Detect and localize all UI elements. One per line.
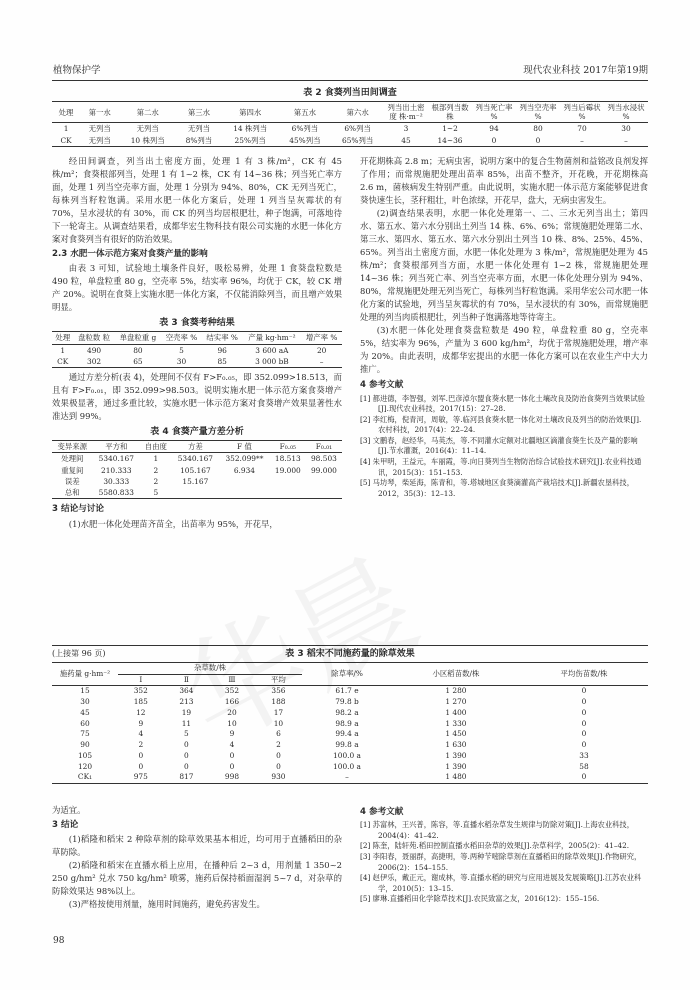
rice-table-row-cell: 1 630 (445, 740, 467, 750)
rice-table-row-cell: 1 400 (445, 707, 467, 717)
rice-table-row-cell: 61.7 e (335, 686, 359, 696)
rice-table-row-cell: 98.2 a (335, 707, 359, 717)
rice-table-body (52, 686, 648, 784)
rice-table-row-cell: 4 (229, 740, 235, 750)
table2-row-cell: – (560, 135, 604, 147)
table4 (52, 440, 342, 499)
reference-list (360, 820, 648, 905)
reference-item: [4] 赵伊乐，戴正元，谢成林，等.直播水稻的研究与应用进展及发展策略[J].江苏农业科学，2010(5)：13–15. (360, 873, 642, 893)
rice-table-row-cell: 0 (138, 761, 144, 771)
table2-header: 根部列当数 株 (428, 101, 472, 123)
table2-header: 第六水 (331, 101, 384, 123)
table4-row-cell: 6.934 (233, 465, 255, 475)
table4-row-cell: 2 (153, 465, 159, 475)
rice-table-row-cell: 58 (579, 761, 589, 771)
table4-row (52, 453, 342, 465)
table3-row-cell: CK (52, 356, 74, 368)
table4-row (52, 476, 342, 487)
table4-row-cell: 210.333 (101, 465, 132, 475)
rice-table-row (52, 708, 648, 719)
table2-header: 第五水 (279, 101, 332, 123)
reference-item: [5] 马坊琴，柴延海，陈青和，等.塔城地区食葵滴灌高产栽培技术[J].新疆农垦科技，2012，35(3)：12–13. (360, 478, 635, 498)
table3-row-cell: 85 (202, 356, 243, 368)
reference-item: [3] 文鹏春，赵经华，马英杰，等.不同灌水定额对北疆地区滴灌食葵生长及产量的影响[J].节水灌溉，2016(4)：11–14. (360, 435, 638, 456)
rice-table-row-cell: 11 (181, 718, 192, 728)
rice-table-header-row (52, 662, 648, 674)
rice-table-row-cell: 120 (77, 761, 93, 771)
table2-row-cell: 25%列当 (222, 135, 279, 147)
table3-header: 空壳率 % (161, 332, 202, 344)
rice-table-row-cell: CK₁ (52, 772, 118, 783)
paragraph: (3)严格按使用剂量，施用时间施药，避免药害发生。 (68, 899, 265, 910)
table2-header: 第四水 (222, 101, 279, 123)
rice-table-row-cell: 356 (271, 686, 286, 696)
table2-row-cell: 8%列当 (176, 135, 222, 147)
table2-row-cell: 无列当 (80, 135, 119, 147)
bottom-left-column (52, 804, 342, 911)
rice-table-row-cell: 2 (276, 740, 281, 750)
table3-row-cell: 80 (133, 345, 143, 355)
table2-row-cell: 80 (533, 124, 543, 134)
right-column-top (360, 155, 648, 499)
rice-table-row-cell: 17 (273, 707, 284, 717)
rice-table-row-cell: 9 (229, 729, 235, 739)
rice-table-row-cell: 10 (227, 718, 237, 728)
paragraph: (2)稻隆和稻宋在直播水稻上应用，在播种后 2~3 d，用剂量 1 350~2 250 g/hm² 兑水 750 kg/hm² 喷雾，施药后保持稻面湿润 5~7 d，对杂草的防除效果达 98%以上。 (52, 860, 342, 897)
rice-table-row-cell: 60 (80, 718, 90, 728)
table3-header: 处理 (52, 332, 74, 344)
section-heading: 4 参考文献 (360, 380, 404, 391)
rice-table-row-cell: 998 (209, 772, 255, 783)
table2-header: 第二水 (119, 101, 176, 123)
rice-table-caption: 表 3 稻宋不同施药量的除草效果 (285, 649, 415, 659)
table2-row-cell: 14 株列当 (233, 124, 268, 134)
table2-body (52, 123, 648, 147)
reference-item: [2] 陈奎，陆轩苑.稻田控制直播水稻田杂草的效果[J].杂草科学，2005(2)：41–42. (360, 841, 630, 851)
table2-row-cell: 45 (384, 135, 428, 147)
table4-row-cell: 18.513 (274, 454, 301, 464)
table3-body (52, 344, 342, 368)
table2-header: 列当后霉状 % (560, 101, 604, 123)
reference-item: [5] 廖琳.直播稻田化学除草技术[J].农民致富之友，2016(12)：155–156. (360, 894, 600, 904)
table3-row-cell: 20 (316, 345, 327, 355)
rice-table-row-cell: 100.0 a (333, 761, 361, 771)
table4-row-cell (270, 476, 306, 487)
rice-table-subheader: Ⅱ (164, 674, 210, 686)
paragraph: (2)调查结果表明，水肥一体化处理第一、二、三水无列当出土；第四水、第五水、第六水分别出土列当 14 株、6%、6%；常规施肥处理第二水、第三水、第四水、第五水、第六水分别出土列当 10 株、8%、25%、45%、65%。列当出土密度方面，水肥一体化处理为 3 株/m²，常规施肥处理为 45 株/m²；食葵根部列当方面，水肥一体化处理有 1~2 株，常规施肥处理 14~36 株；列当死亡率、列当空壳率方面，水肥一体化处理分别为 94%、80%，常规施肥处理无列当死亡，每株列当籽粒饱满。采用华宏公司水肥一体化方案的试验地，列当呈灰霉状的有 70%，呈水浸状的有 30%，而常规施肥处理的列当肉质根肥壮，列当种子饱满落地等待寄主。 (360, 208, 648, 323)
left-column-top (52, 155, 342, 531)
table2-row (52, 123, 648, 135)
table3-caption: 表 3 食葵考种结果 (159, 318, 235, 329)
header-rule (52, 80, 648, 81)
table4-body (52, 453, 342, 499)
table4-row-cell: 5 (140, 487, 172, 499)
table2-header-row (52, 101, 648, 123)
rice-table-row-cell: 0 (229, 750, 235, 760)
table2-row-cell: 94 (489, 124, 499, 134)
table3-row-cell: 30 (161, 356, 202, 368)
rice-table-row-cell: 0 (229, 761, 235, 771)
table2-header: 列当出土密度 株·m⁻² (384, 101, 428, 123)
table3-row-cell: 65 (115, 356, 162, 368)
rice-table-row-cell: 19 (181, 707, 192, 717)
section-heading: 3 结论与讨论 (52, 504, 104, 515)
table2-row-cell: 0 (472, 135, 516, 147)
table3-row-cell: 5 (179, 345, 184, 355)
rice-table-row-cell: 213 (179, 697, 194, 707)
table3-header: 盘粒数 粒 (74, 332, 115, 344)
rice-table-row-cell: 30 (80, 697, 90, 707)
bottom-right-column (360, 804, 648, 905)
table4-header: 自由度 (140, 441, 172, 453)
article-divider (52, 645, 648, 646)
rice-table-row (52, 719, 648, 730)
table2-row-cell: 无列当 (136, 124, 159, 134)
rice-table-row-cell: 0 (184, 740, 189, 750)
paragraph: (1)稻隆和稻宋 2 种除草剂的除草效果基本相近，均可用于直播稻田的杂草防除。 (52, 834, 342, 858)
rice-table-row-cell: 185 (133, 697, 148, 707)
rice-table-row-cell: 1 480 (392, 772, 520, 783)
rice-table-header: 杂草数/株 (118, 662, 302, 674)
rice-table-row-cell: 45 (80, 707, 90, 717)
rice-table-row-cell: 364 (179, 686, 194, 696)
table4-row-cell: 19.000 (274, 465, 301, 475)
table3-row (52, 356, 342, 368)
table3-header: 产量 kg·hm⁻² (243, 332, 302, 344)
rice-table-row-cell: 99.8 a (335, 740, 359, 750)
table2-row-cell: 无列当 (88, 124, 111, 134)
reference-list (360, 394, 648, 500)
table2-row-cell: 65%列当 (331, 135, 384, 147)
reference-item: [1] 苏富林，王兴普，陈容，等.直播水稻杂草发生规律与防除对策[J].上海农业科技，2004(4)：41–42. (360, 820, 635, 840)
table3-header-row (52, 332, 342, 344)
table2-row-cell: 6%列当 (291, 124, 319, 134)
rice-table-row-cell: 0 (581, 697, 587, 707)
table2-header: 列当空壳率 % (516, 101, 560, 123)
rice-table-row-cell: 10 (273, 718, 284, 728)
paragraph: 通过方差分析(表 4)，处理间不仅有 F>F₀.₀₅，即 352.099>18.513，而且有 F>F₀.₀₁，即 352.099>98.503。说明实施水肥一体示范方案食葵增产效果极显著，通过多重比较，实施水肥一体示范方案对食葵增产效果显著性水准达到 99%。 (52, 372, 342, 422)
rice-table-row-cell: 4 (138, 729, 144, 739)
rice-table-row-cell: 75 (80, 729, 90, 739)
table2-row (52, 135, 648, 147)
paragraph: (3)水肥一体化处理食葵盘粒数是 490 粒，单盘粒重 80 g，空壳率 5%，结实率为 96%，产量为 3 600 kg/hm²，均优于常规施肥处理，增产率为 20%。由此表明，成都华宏提出的水肥一体化方案可以在农业生产中大力推广。 (360, 325, 648, 375)
table4-header: F 值 (219, 441, 270, 453)
rice-table-row-cell: 33 (579, 750, 589, 760)
table4-row-cell (219, 476, 270, 487)
paragraph: (1)水肥一体化处理苗齐苗全，出苗率为 95%，开花早， (68, 518, 278, 529)
rice-table-row-cell: 352 (224, 686, 240, 696)
table2-row-cell: CK (52, 135, 80, 147)
rice-table-row-cell: 0 (581, 729, 587, 739)
rice-table-row (52, 729, 648, 740)
table4-row-cell: 总和 (52, 487, 93, 499)
section-heading: 2.3 水肥一体示范方案对食葵产量的影响 (52, 249, 208, 260)
table4-row-cell (172, 487, 219, 499)
rice-table-row-cell: 817 (164, 772, 210, 783)
table3-row-cell: 3 600 aA (255, 345, 289, 355)
table2 (52, 101, 648, 147)
table4-row-cell: 105.167 (180, 465, 211, 475)
table2-header: 第一水 (80, 101, 119, 123)
running-header-left: 植物保护学 (53, 65, 101, 76)
table4-row-cell: 352.099** (225, 454, 264, 464)
rice-table-row-cell: 0 (184, 750, 189, 760)
rice-table-row-cell: 0 (276, 761, 281, 771)
table4-row-cell: 98.503 (310, 454, 337, 464)
table2-header: 列当水浸状 % (604, 101, 648, 123)
rice-table-row-cell: 352 (133, 686, 148, 696)
rice-table-row-cell: 0 (184, 761, 189, 771)
table2-row-cell: 6%列当 (344, 124, 371, 134)
table4-header: 变异来源 (52, 441, 93, 453)
table2-row-cell: 14~36 (428, 135, 472, 147)
running-header-right: 现代农业科技 2017年第19期 (523, 65, 648, 76)
rice-table-row-cell: 1 280 (445, 686, 467, 696)
rice-table-row (52, 686, 648, 697)
rice-table-row-cell: 6 (276, 729, 281, 739)
table4-caption: 表 4 食葵产量方差分析 (150, 427, 244, 438)
table2-block (52, 87, 648, 147)
rice-table-row-cell: – (302, 772, 392, 783)
table2-row-cell: 1 (63, 124, 69, 134)
rice-table-row-cell: 0 (581, 718, 587, 728)
rice-table-header: 除草率/% (302, 662, 392, 685)
rice-table-row-cell: 1 390 (445, 761, 467, 771)
rice-table-row-cell: 20 (227, 707, 237, 717)
rice-table-block (52, 648, 648, 784)
rice-table-row-cell: 12 (136, 707, 146, 717)
rice-table-row (52, 740, 648, 751)
reference-item: [1] 都进德，李智强，刘军.巴彦淖尔盟食葵水肥一体化土壤改良及防治食葵列当效果试验[J].现代农业科技，2017(15)：27–28. (360, 393, 645, 414)
table3-row-cell: – (301, 356, 342, 368)
table4-row (52, 465, 342, 476)
reference-item: [2] 李红梅，倪青河，周敏，等.临河县食葵水肥一体化对土壤改良及列当的防治效果[J].农村科技，2017(4)：22–24. (360, 414, 642, 435)
rice-table-row-cell: 975 (118, 772, 164, 783)
table2-row-cell: 无列当 (187, 124, 211, 134)
rice-table-row (52, 697, 648, 708)
rice-table-row-cell: 188 (271, 697, 286, 707)
table4-row (52, 487, 342, 499)
table3-row-cell: 96 (217, 345, 227, 355)
section-heading: 4 参考文献 (360, 807, 404, 817)
rice-table-row-cell: 99.4 a (335, 729, 359, 739)
table4-row-cell: 处理间 (61, 454, 84, 464)
table3 (52, 331, 342, 368)
rice-table-row-cell: 2 (138, 740, 144, 750)
rice-table-row-cell: 0 (276, 750, 281, 760)
rice-table-row-cell: 166 (224, 697, 240, 707)
table4-row-cell: 5340.167 (98, 454, 134, 464)
table3-header: 单盘粒重 g (115, 332, 162, 344)
table4-row-cell: 2 (153, 476, 159, 486)
paragraph: 由表 3 可知，试验地土壤条件良好，吸松易辨，处理 1 食葵盘粒数是 490 粒，单盘粒重 80 g，空壳率 5%，结实率 96%，均优于 CK，较 CK 增产 20%。说明在食葵上实施水肥一体化方案，不仅能消除列当，而且增产效果明显。 (52, 263, 342, 313)
table2-header: 列当死亡率 % (472, 101, 516, 123)
rice-table-row-cell: 105 (77, 750, 93, 760)
rice-table-row-cell: 9 (138, 718, 144, 728)
rice-table-subheader: Ⅲ (209, 674, 255, 686)
table2-row-cell: 0 (516, 135, 560, 147)
table4-row-cell: 1 (153, 454, 159, 464)
table4-row-cell (219, 487, 270, 499)
rice-table-row-cell: 1 270 (445, 697, 467, 707)
page-number: 98 (53, 936, 65, 946)
table2-row-cell: 30 (621, 124, 631, 134)
table2-row-cell: – (604, 135, 648, 147)
table2-row-cell: 3 (403, 124, 409, 134)
rice-table-row-cell: 79.8 b (335, 697, 359, 707)
table4-header-row (52, 441, 342, 453)
rice-table-row-cell: 100.0 a (333, 750, 361, 760)
rice-table-row-cell: 0 (581, 707, 587, 717)
rice-table-row-cell: 5 (184, 729, 189, 739)
rice-table-subheader: Ⅰ (118, 674, 164, 686)
table4-row-cell: 重复间 (61, 465, 84, 475)
table3-header: 结实率 % (202, 332, 243, 344)
section-heading: 3 结论 (52, 820, 79, 831)
table3-row-cell: 3 000 bB (243, 356, 302, 368)
table3-header: 增产率 % (301, 332, 342, 344)
reference-item: [3] 李阳春，聂丽群，高捷明，等.两种苄嘧除草剂在直播稻田的除草效果[J].作物研究，2006(2)：154–155. (360, 852, 642, 872)
rice-table-row (52, 762, 648, 773)
table2-caption: 表 2 食葵列当田间调查 (303, 88, 397, 98)
rice-table-row-cell: 15 (80, 686, 90, 696)
table3-row-cell: 490 (87, 345, 102, 355)
table2-row-cell: 1~2 (442, 124, 458, 134)
table4-header: 平方和 (93, 441, 140, 453)
table4-header: 方差 (172, 441, 219, 453)
table3-row-cell: 302 (74, 356, 115, 368)
rice-table-row (52, 772, 648, 783)
rice-table-row-cell: 0 (138, 750, 144, 760)
table4-row-cell: 15.167 (182, 476, 209, 486)
rice-table-header: 平均伤苗数/株 (520, 662, 648, 685)
table4-row-cell: 5580.833 (93, 487, 140, 499)
rice-table-header: 施药量 g·hm⁻² (52, 662, 118, 685)
continued-label: (上接第 96 页) (52, 649, 106, 658)
rice-table-row-cell: 0 (520, 772, 648, 783)
rice-table-subheader: 平均 (255, 674, 302, 686)
rice-table-row-cell: 0 (581, 740, 587, 750)
table3-row-cell: 1 (60, 345, 66, 355)
table4-header: F₀.₀₁ (306, 441, 342, 453)
rice-table-row-cell: 1 450 (445, 729, 467, 739)
table4-row-cell: 30.333 (103, 476, 130, 486)
rice-table-row-cell: 1 390 (445, 750, 467, 760)
table4-row-cell: 99.000 (310, 465, 337, 475)
table2-header: 第三水 (176, 101, 222, 123)
table2-header: 处理 (52, 101, 80, 123)
table4-row-cell (306, 476, 342, 487)
rice-table-row-cell: 90 (80, 740, 90, 750)
paragraph: 为适宜。 (52, 805, 86, 815)
table3-row (52, 344, 342, 356)
table4-row-cell (270, 487, 306, 499)
rice-table-row-cell: 930 (255, 772, 302, 783)
rice-table-header: 小区稻苗数/株 (392, 662, 520, 685)
rice-table-row-cell: 1 330 (445, 718, 467, 728)
table4-row-cell: 误差 (64, 476, 80, 486)
table4-row-cell (306, 487, 342, 499)
table2-row-cell: 10 株列当 (119, 135, 176, 147)
table2-row-cell: 45%列当 (279, 135, 332, 147)
paragraph: 经田间调查，列当出土密度方面，处理 1 有 3 株/m²，CK 有 45 株/m²；食葵根部列当，处理 1 有 1~2 株，CK 有 14~36 株；列当死亡率方面，处理 1 列当空壳率方面，处理 1 分别为 94%、80%，CK 无列当死亡，每株列当籽粒饱满。采用水肥一体化方案后，处理 1 列当呈灰霉状的有 70%，呈水浸状的有 30%，而 CK 的列当均居根肥壮，种子饱满，可落地待下一轮寄主。从调查结果看，成都华宏生物科技有限公司实施的水肥一体化方案对食葵列当有很好的防治效果。 (52, 156, 342, 245)
reference-item: [4] 朱甲明，王益元，车丽霞，等.向日葵列当生物防治综合试验技术研究[J].农业科技通讯，2015(3)：151–153. (360, 457, 642, 477)
rice-table-row (52, 751, 648, 762)
table4-header: F₀.₀₅ (270, 441, 306, 453)
paragraph: 开花期株高 2.8 m；无病虫害，说明方案中的复合生物菌剂和益铭改良剂发挥了作用；而常规施肥处理出苗率 85%，出苗不整齐，开花晚，开花期株高 2.6 m，菌核病发生特别严重。由此说明，实施水肥一体示范方案能够促进食葵快速生长，茎秆粗壮，叶色浓绿，开花早，盘大，无病虫害发生。 (360, 156, 648, 206)
rice-table-row-cell: 98.9 a (335, 718, 359, 728)
table4-row-cell: 5340.167 (177, 454, 213, 464)
table2-row-cell: 70 (577, 124, 587, 134)
rice-table-row-cell: 0 (581, 686, 587, 696)
rice-table (52, 662, 648, 784)
